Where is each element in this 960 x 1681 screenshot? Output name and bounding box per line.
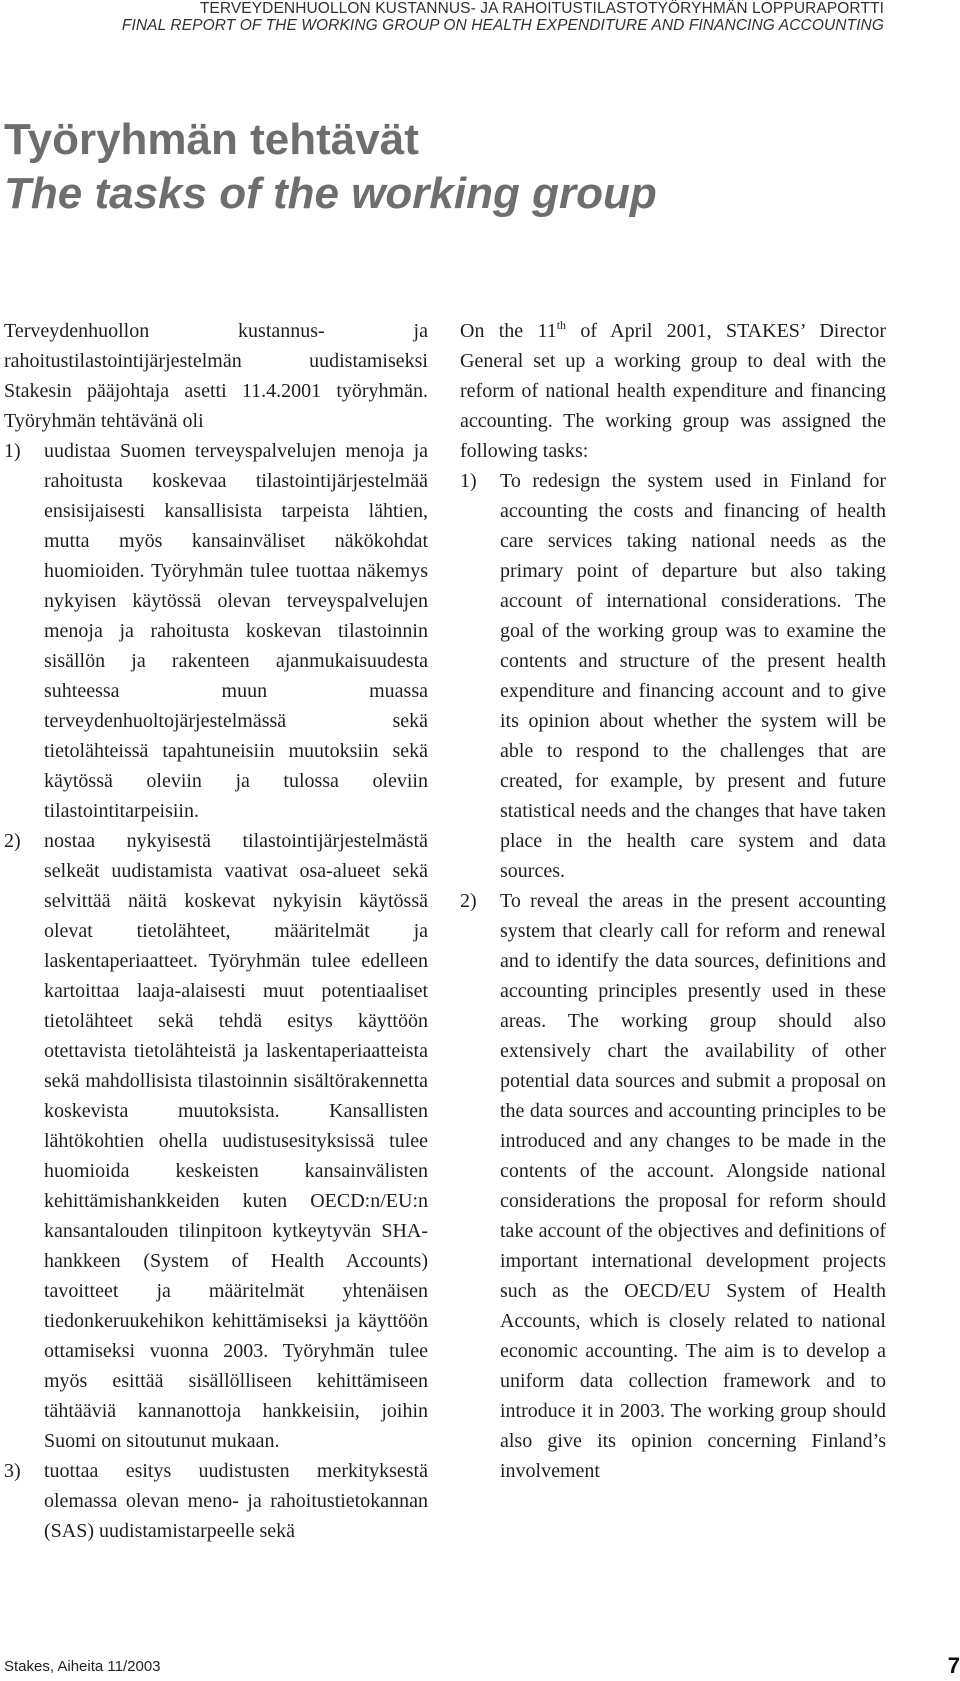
finnish-task-1: [4, 436, 428, 826]
page-number: 7: [947, 1653, 960, 1678]
list-number: 2): [460, 890, 477, 912]
finnish-task-list: [4, 436, 428, 1546]
english-task-list: [460, 466, 886, 1486]
list-text: nostaa nykyisestä tilastointijärjestelmästä selkeät uudistamista vaativat osa-alueet sekä selvittää näitä koskevat nykyisin käytössä olevat tietolähteet, määritelmät ja laskentaperiaatteet. Työryhmän tulee edelleen kartoittaa laaja-alaisesti muut potentiaaliset tietolähteet sekä tehdä esitys käyttöön otettavista tietolähteistä ja laskentaperiaatteista sekä mahdollisista tilastoinnin sisältörakennetta koskevista muutoksista. Kansallisten lähtökohtien ohella uudistusesityksissä tulee huomioida keskeisten kansainvälisten kehittämishankkeiden kuten OECD:n/EU:n kansantalouden tilinpitoon kytkeytyvän SHA-hankkeen (System of Health Accounts) tavoitteet ja määritelmät yhtenäisen tiedonkeruukehikon kehittämiseksi ja käyttöön ottamiseksi vuonna 2003. Työryhmän tulee myös esittää sisällölliseen kehittämiseen tähtääviä kannanottoja hankkeisiin, joihin Suomi on sitoutunut mukaan.: [44, 830, 428, 1452]
title-english: The tasks of the working group: [4, 169, 657, 218]
intro-text-end: of April 2001, STAKES’ Director General set up a working group to deal with the reform of national health expenditure and financing accounting. The working group was assigned the following tasks:: [460, 320, 886, 462]
running-header: [122, 0, 884, 34]
english-intro: [460, 316, 886, 466]
header-english: FINAL REPORT OF THE WORKING GROUP ON HEALTH EXPENDITURE AND FINANCING ACCOUNTING: [121, 17, 884, 34]
list-text: uudistaa Suomen terveyspalvelujen menoja ja rahoitusta koskevaa tilastointijärjestelmää ensisijaisesti kansallisista tarpeista lähtien, mutta myös kansainväliset näkökohdat huomioiden. Työryhmän tulee tuottaa näkemys nykyisen käytössä olevan terveyspalvelujen menoja ja rahoitusta koskevan tilastoinnin sisällön ja rakenteen ajanmukaisuudesta suhteessa muun muassa terveydenhuoltojärjestelmässä sekä tietolähteissä tapahtuneisiin muutoksiin sekä käytössä oleviin ja tulossa oleviin tilastointitarpeisiin.: [44, 440, 428, 822]
english-task-2: [460, 886, 886, 1486]
list-number: 1): [4, 440, 21, 462]
section-title: [4, 113, 657, 221]
intro-text-start: On the 11: [460, 320, 557, 342]
title-finnish: Työryhmän tehtävät: [4, 115, 419, 164]
finnish-column: [4, 316, 428, 1546]
english-column: [460, 316, 886, 1486]
list-text: tuottaa esitys uudistusten merkityksestä olemassa olevan meno- ja rahoitustietokannan (SAS) uudistamistarpeelle sekä: [44, 1460, 428, 1542]
list-number: 2): [4, 830, 21, 852]
finnish-task-2: [4, 826, 428, 1456]
list-text: To reveal the areas in the present accounting system that clearly call for reform and renewal and to identify the data sources, definitions and accounting principles presently used in these areas. The working group should also extensively chart the availability of other potential data sources and submit a proposal on the data sources and accounting principles to be introduced and any changes to be made in the contents of the account. Alongside national considerations the proposal for reform should take account of the objectives and definitions of important international development projects such as the OECD/EU System of Health Accounts, which is closely related to national economic accounting. The aim is to develop a uniform data collection framework and to introduce it in 2003. The working group should also give its opinion concerning Finland’s involvement: [500, 890, 886, 1482]
finnish-intro: Terveydenhuollon kustannus- ja rahoitustilastointijärjestelmän uudistamiseksi Stakesin pääjohtaja asetti 11.4.2001 työryhmän. Työryhmän tehtävänä oli: [4, 320, 428, 432]
footer-publication: Stakes, Aiheita 11/2003: [4, 1658, 161, 1675]
list-text: To redesign the system used in Finland for accounting the costs and financing of health care services taking national needs as the primary point of departure but also taking account of international considerations. The goal of the working group was to examine the contents and structure of the present health expenditure and financing account and to give its opinion about whether the system will be able to respond to the challenges that are created, for example, by present and future statistical needs and the changes that have taken place in the health care system and data sources.: [500, 470, 886, 882]
header-finnish: TERVEYDENHUOLLON KUSTANNUS- JA RAHOITUSTILASTOTYÖRYHMÄN LOPPURAPORTTI: [199, 0, 884, 17]
list-number: 1): [460, 470, 477, 492]
finnish-task-3: [4, 1456, 428, 1546]
ordinal-suffix: th: [556, 318, 567, 332]
list-number: 3): [4, 1460, 21, 1482]
english-task-1: [460, 466, 886, 886]
